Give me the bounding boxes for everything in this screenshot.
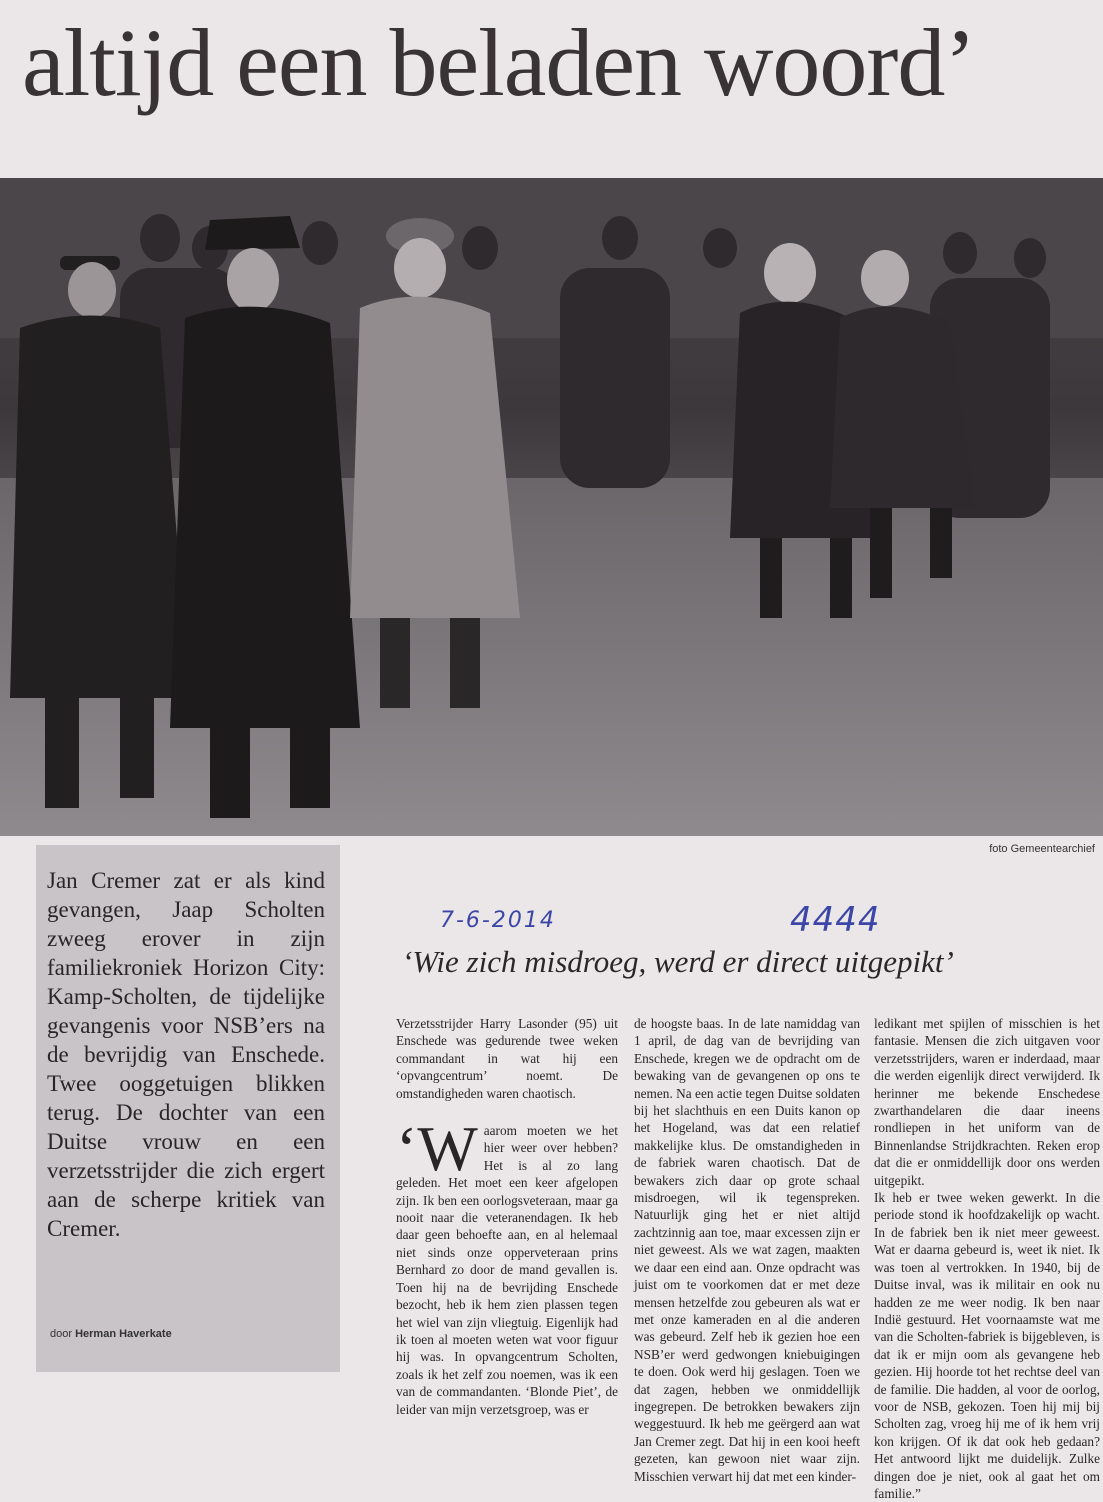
intro-text: Jan Cremer zat er als kind gevangen, Jaap Scholten zweeg erover in zijn familiekroniek Horizon City: Kamp-Scholten, de tijdelijke gevangenis voor NSB’ers na de bevrijdig van Enschede. Twee ooggetuigen blikken terug. De dochter van een Duitse vrouw en een verzetsstrijder die zich ergert aan de scherpe kritiek van Cremer. xyxy=(47,868,325,1241)
article-body-3b: Ik heb er twee weken gewerkt. In die periode stond ik hoofdzakelijk op wacht. In de fabriek ben ik niet meer geweest. Wat er daarna gebeurd is, weet ik niet. Ik was toen al vertrokken. In 1940, bij de Duitse inval, was ik militair en ook nu hadden ze me weer nodig. Ik ben naar Indië gestuurd. Het voornaamste wat me van die Scholten-fabriek is bijgebleven, is dat ik er mijn oom als gevangene heb gezien. Hij hoorde tot het rechtse deel van de familie. Die hadden, al voor de oorlog, voor de NSB, gekozen. Toen hij mij bij Scholten zag, vroeg hij me of ik hem vrij kon krijgen. Of ik dat ook heb gedaan? Het antwoord lijkt me duidelijk. Zulke dingen doe je niet, ook al gaat het om familie.” xyxy=(874,1190,1100,1501)
dropcap: ‘W xyxy=(396,1113,478,1185)
headline: altijd een beladen woord’ xyxy=(22,9,976,116)
historical-photo xyxy=(0,178,1103,836)
byline-prefix: door xyxy=(50,1328,73,1340)
crowd-photo-illustration xyxy=(0,178,1103,836)
article-body-1: aarom moeten we het hier weer over hebben? Het is al zo lang geleden. Het moet een keer afgelopen zijn. Ik ben een oorlogsveteraan, maar ga nooit naar die veteranendagen. Ik heb daar geen behoefte aan, en al helemaal niet sinds onze opperveteraan prins Bernhard zo door de mand gevallen is. Toen hij na de bevrijding Enschede bezocht, heb ik hem zien plassen tegen het wiel van zijn vliegtuig. Eigenlijk had ik toen al moeten weten wat voor figuur hij was. In opvangcentrum Scholten, zoals ik het zelf zou noemen, was ik een van de commandanten. ‘Blonde Piet’, de leider van mijn verzetsgroep, was er xyxy=(396,1123,618,1417)
byline xyxy=(50,1328,172,1340)
handwritten-date: 7-6-2014 xyxy=(440,908,556,933)
byline-author: Herman Haverkate xyxy=(75,1328,172,1340)
handwritten-number: 4444 xyxy=(790,900,881,940)
article-body-2: de hoogste baas. In de late namiddag van 1 april, de dag van de bevrijding van Enschede, kregen we de opdracht om de bewaking van de gevangenen op ons te nemen. Na een actie tegen Duitse soldaten bij het slachthuis en een Duits kanon op het Hogeland, was dat een relatief makkelijke klus. De omstandigheden in de fabriek waren chaotisch. Dat de bewakers zich daar op grote schaal misdroegen, wil ik tegenspreken. Natuurlijk ging het er niet altijd zachtzinnig aan toe, maar excessen zijn er niet geweest. Als we wat zagen, maakten we daar een eind aan. Onze opdracht was juist om te voorkomen dat er met deze mensen hetzelfde zou gebeuren als wat er met onze kameraden en al die anderen was gebeurd. Zelf heb ik gezien hoe een NSB’er werd gedwongen kniebuigingen te doen. Ook werd hij geslagen. Toen we dat zagen, hebben we onmiddellijk ingegrepen. De betrokken bewakers zijn weggestuurd. Ik heb me geërgerd aan wat Jan Cremer zegt. Dat hij in een kooi heeft gezeten, kan gewoon niet waar zijn. Misschien verwart hij dat met een kinder- xyxy=(634,1016,860,1484)
article-column-3 xyxy=(874,1015,1100,1502)
article-body-3a: ledikant met spijlen of misschien is het fantasie. Mensen die zich uitgaven voor verzetsstrijders, waren er inderdaad, maar die werden eigenlijk direct verwijderd. Ik herinner me bekende Enschedese zwarthandelaren die daar ineens rondliepen in het uniform van de Binnenlandse Strijdkrachten. Reken erop dat die er onmiddellijk door ons werden uitgepikt. xyxy=(874,1016,1100,1188)
article-lead: Verzetsstrijder Harry Lasonder (95) uit Enschede was gedurende twee weken commandant in wat hij een ‘opvangcentrum’ noemt. De omstandigheden waren chaotisch. xyxy=(396,1016,618,1101)
photo-credit: foto Gemeentearchief xyxy=(989,843,1095,855)
article-quote-start xyxy=(396,1113,618,1418)
article-column-2 xyxy=(634,1015,860,1485)
article-column-1 xyxy=(396,1015,618,1418)
pull-quote: ‘Wie zich misdroeg, werd er direct uitgepikt’ xyxy=(402,944,954,979)
